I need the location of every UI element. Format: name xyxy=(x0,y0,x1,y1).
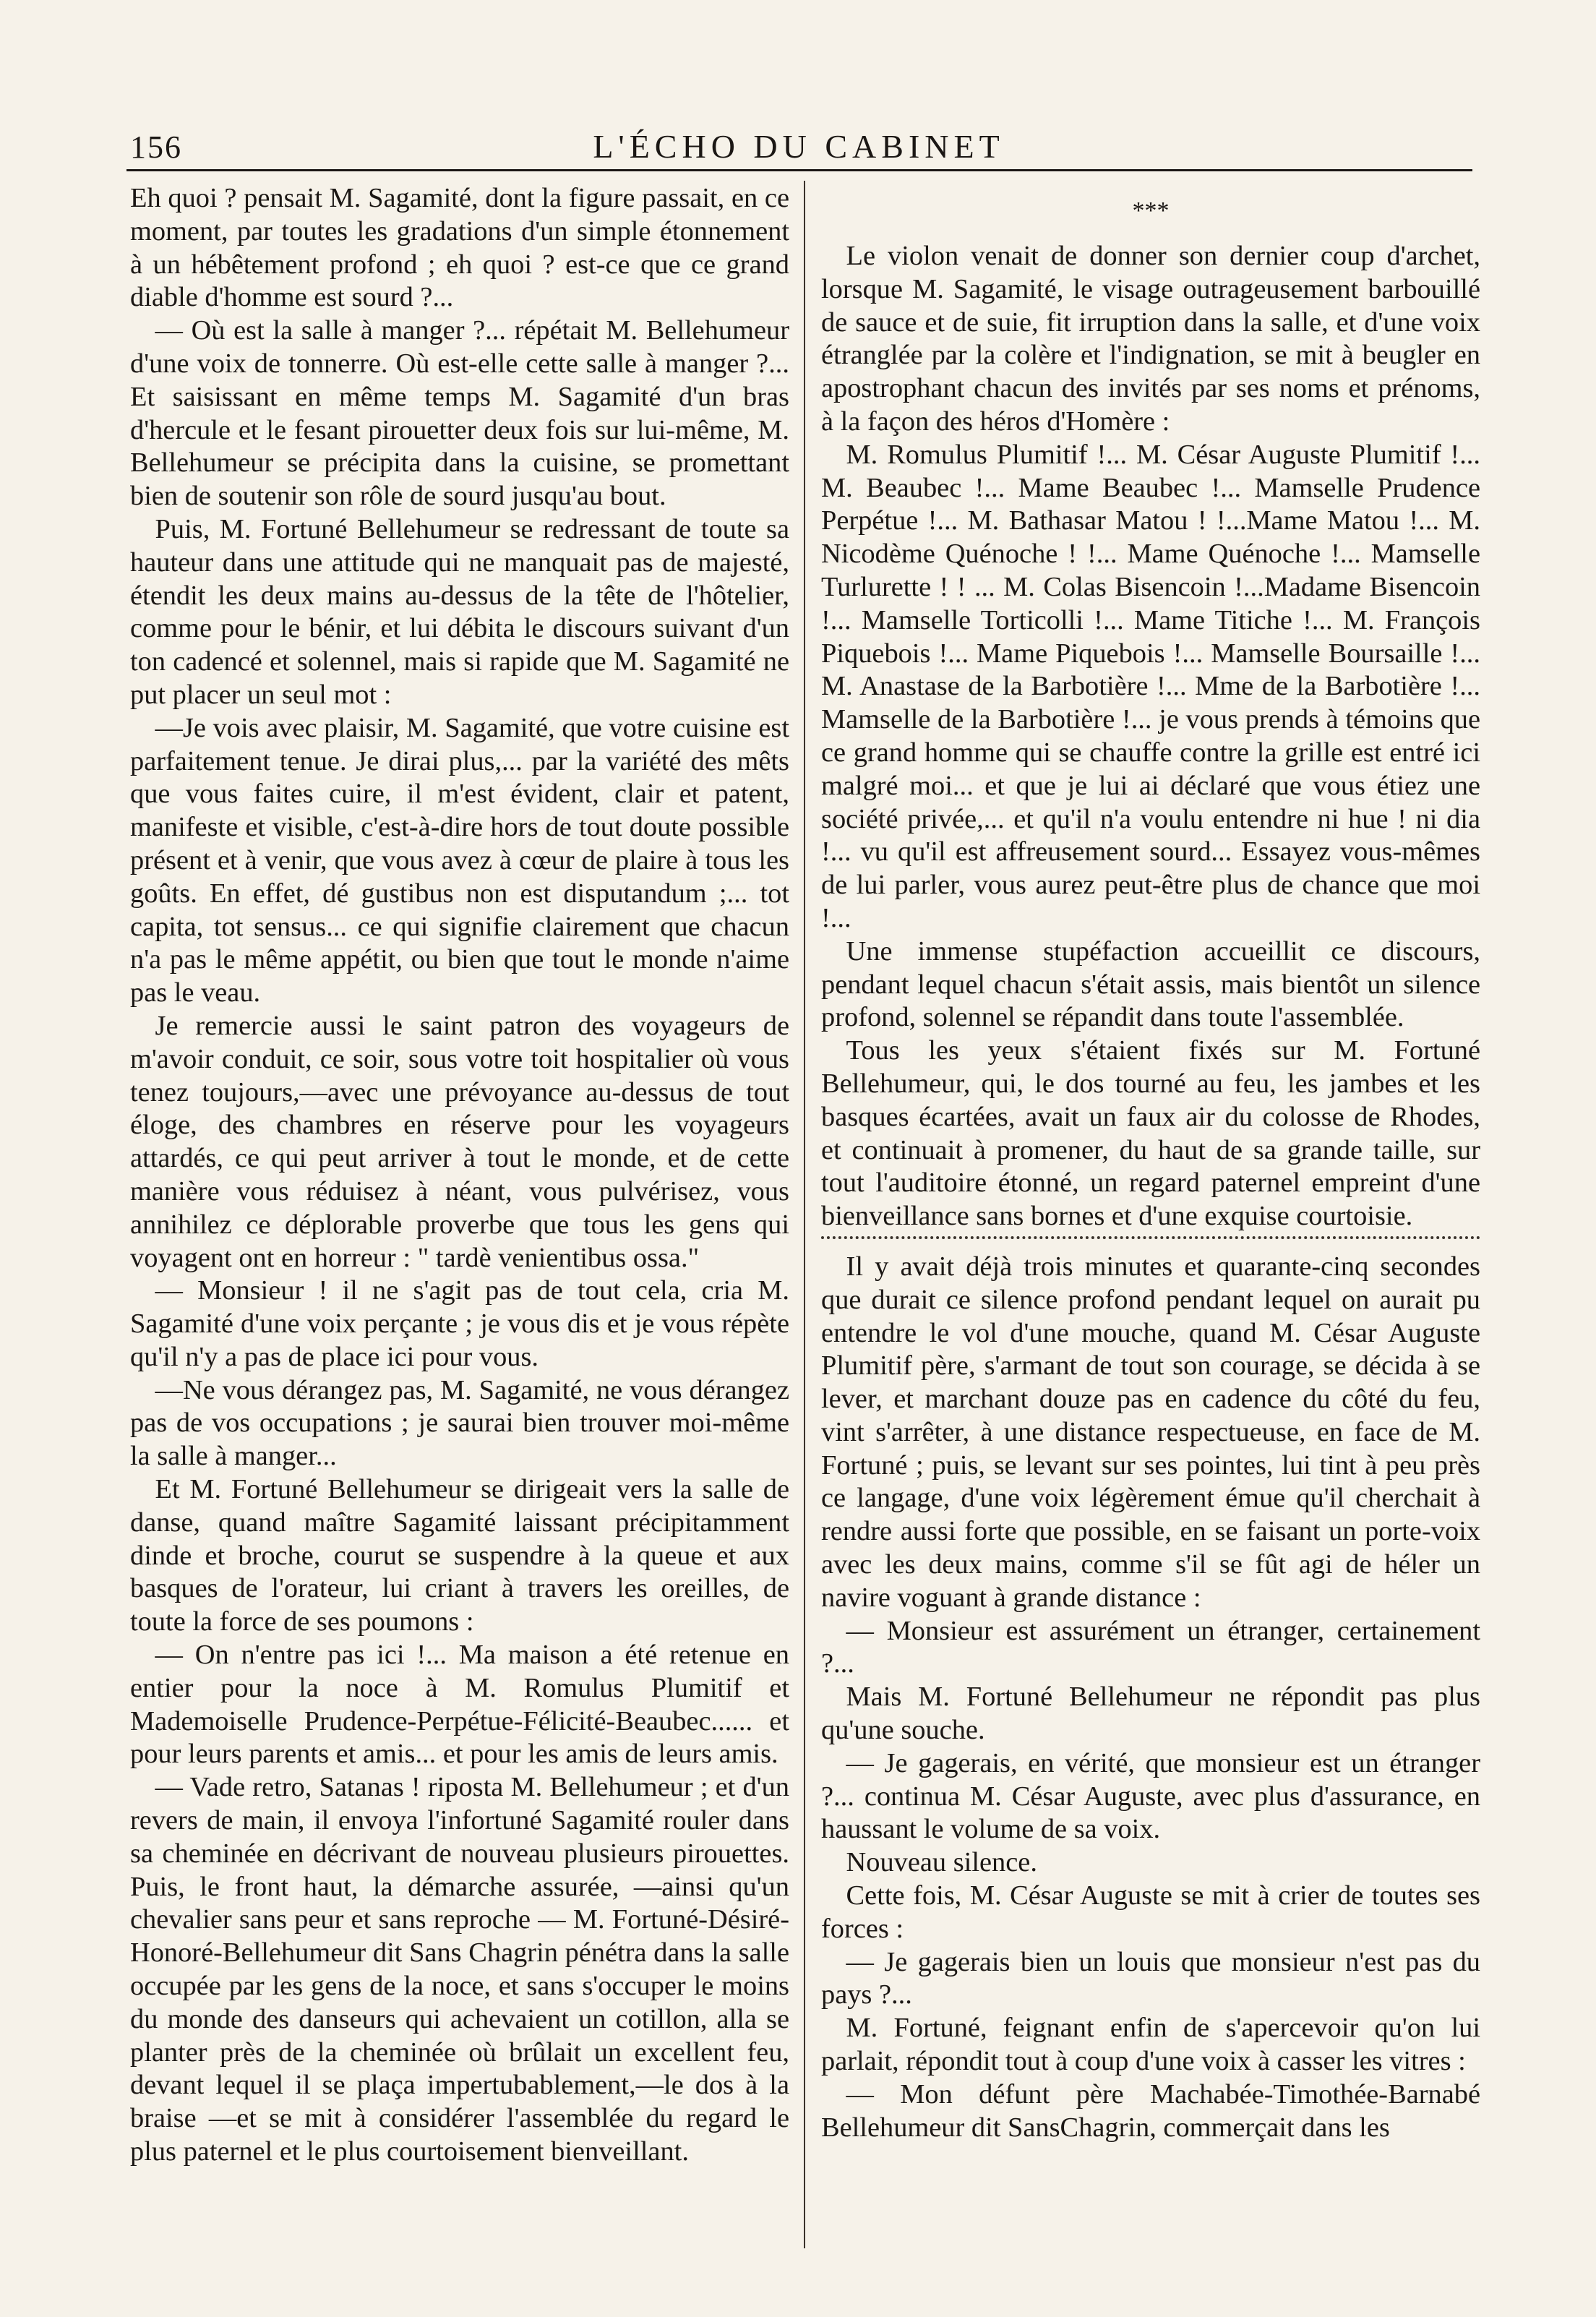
paragraph: Nouveau silence. xyxy=(846,1847,1037,1878)
paragraph: Le violon venait de donner son dernier coup d'archet, lorsque M. Sagamité, le visage outrageusement barbouillé de sauce et de suie, fit irruption dans la salle, et d'une voix étranglée par la colère et l'indignation, se mit à beugler en apostrophant chacun des invités par ses noms et prénoms, à la façon des héros d'Homère : xyxy=(821,241,1480,437)
paragraph: Il y avait déjà trois minutes et quarante-cinq secondes que durait ce silence profond pendant lequel on aurait pu entendre le vol d'une mouche, quand M. César Auguste Plumitif père, s'armant de tout son courage, se décida à se lever, et marchant douze pas en cadence du côté du feu, vint s'arrêter, à une distance respectueuse, en face de M. Fortuné ; puis, se levant sur ses pointes, lui tint à peu près ce langage, d'une voix légèrement émue qu'il cherchait à rendre aussi forte que possible, en se faisant un porte-voix avec les deux mains, comme s'il se fût agi de héler un navire voguant à grande distance : xyxy=(821,1251,1480,1613)
header-rule xyxy=(126,169,1472,171)
left-column xyxy=(130,182,789,2246)
paragraph: — On n'entre pas ici !... Ma maison a été retenue en entier pour la noce à M. Romulus Plumitif et Mademoiselle Prudence-Perpétue-Félicité-Beaubec...... et pour leurs parents et amis... et pour les amis de leurs amis. xyxy=(130,1640,789,1770)
paragraph: Et M. Fortuné Bellehumeur se dirigeait vers la salle de danse, quand maître Sagamité laissant précipitamment dinde et broche, courut se suspendre à la queue et aux basques de l'orateur, lui criant à travers les oreilles, de toute la force de ses poumons : xyxy=(130,1474,789,1637)
paragraph: —Je vois avec plaisir, M. Sagamité, que votre cuisine est parfaitement tenue. Je dirai plus,... par la variété des mêts que vous faites cuire, il m'est évident, clair et patent, manifeste et visible, c'est-à-dire hors de tout doute possible présent et à venir, que vous avez à cœur de plaire à tous les goûts. En effet, dé gustibus non est disputandum ;... tot capita, tot sensus... ce qui signifie clairement que chacun n'a pas le même appétit, ou bien que tout le monde n'aime pas le veau. xyxy=(130,712,789,1008)
right-column xyxy=(821,182,1480,2246)
column-divider xyxy=(804,181,805,2248)
paragraph: — Mon défunt père Machabée-Timothée-Barnabé Bellehumeur dit SansChagrin, commerçait dans les xyxy=(821,2078,1480,2143)
journal-title: L'ÉCHO DU CABINET xyxy=(593,128,1005,165)
paragraph: — Je gagerais, en vérité, que monsieur est un étranger ?... continua M. César Auguste, avec plus d'assurance, en haussant le volume de sa voix. xyxy=(821,1747,1480,1845)
paragraph: Puis, M. Fortuné Bellehumeur se redressant de toute sa hauteur dans une attitude qui ne manquait pas de majesté, étendit les deux mains au-dessus de la tête de l'hôtelier, comme pour le bénir, et lui débita le discours suivant d'un ton cadencé et solennel, mais si rapide que M. Sagamité ne put placer un seul mot : xyxy=(130,513,789,710)
running-head xyxy=(130,123,1467,166)
paragraph: Mais M. Fortuné Bellehumeur ne répondit pas plus qu'une souche. xyxy=(821,1682,1480,1746)
paragraph: Une immense stupéfaction accueillit ce discours, pendant lequel chacun s'était assis, mais bientôt un silence profond, solennel se répandit dans toute l'assemblée. xyxy=(821,935,1480,1033)
paragraph: — Je gagerais bien un louis que monsieur n'est pas du pays ?... xyxy=(821,1946,1480,2010)
paragraph: Cette fois, M. César Auguste se mit à crier de toutes ses forces : xyxy=(821,1880,1480,1944)
paragraph: Eh quoi ? pensait M. Sagamité, dont la figure passait, en ce moment, par toutes les gradations d'un simple étonnement à un hébêtement profond ; eh quoi ? est-ce que ce grand diable d'homme est sourd ?... xyxy=(130,183,789,313)
dotted-separator xyxy=(821,1236,1480,1246)
paragraph: — Où est la salle à manger ?... répétait M. Bellehumeur d'une voix de tonnerre. Où est-elle cette salle à manger ?... Et saisissant en même temps M. Sagamité d'un bras d'hercule et le fesant pirouetter deux fois sur lui-même, M. Bellehumeur se précipita dans la cuisine, se promettant bien de soutenir son rôle de sourd jusqu'au bout. xyxy=(130,315,789,512)
paragraph: M. Fortuné, feignant enfin de s'apercevoir qu'on lui parlait, répondit tout à coup d'une voix à casser les vitres : xyxy=(821,2013,1480,2077)
paragraph: Je remercie aussi le saint patron des voyageurs de m'avoir conduit, ce soir, sous votre toit hospitalier où vous tenez toujours,—avec une prévoyance au-dessus de tout éloge, des chambres en réserve pour les voyageurs attardés, ce qui peut arriver à tout le monde, et de cette manière vous réduisez à néant, vous pulvérisez, vous annihilez ce déplorable proverbe que tous les gens qui voyagent ont en horreur : " tardè venientibus ossa." xyxy=(130,1010,789,1273)
page-number: 156 xyxy=(130,129,182,165)
paragraph: — Vade retro, Satanas ! riposta M. Bellehumeur ; et d'un revers de main, il envoya l'infortuné Sagamité rouler dans sa cheminée en décrivant de nouveau plusieurs pirouettes. Puis, le front haut, la démarche assurée, —ainsi qu'un chevalier sans peur et sans reproche — M. Fortuné-Désiré-Honoré-Bellehumeur dit Sans Chagrin pénétra dans la salle occupée par les gens de la noce, et sans s'occuper le moins du monde des danseurs qui achevaient un cotillon, alla se planter près de la cheminée où brûlait un excellent feu, devant lequel il se plaça impertubablement,—le dos à la braise —et se mit à considérer l'assemblée du regard le plus paternel et le plus courtoisement bienveillant. xyxy=(130,1772,789,2167)
paragraph: —Ne vous dérangez pas, M. Sagamité, ne vous dérangez pas de vos occupations ; je saurai bien trouver moi-même la salle à manger... xyxy=(130,1374,789,1472)
paragraph: — Monsieur est assurément un étranger, certainement ?... xyxy=(821,1615,1480,1679)
paragraph: — Monsieur ! il ne s'agit pas de tout cela, cria M. Sagamité d'une voix perçante ; je vous dis et je vous répète qu'il n'y a pas de place ici pour vous. xyxy=(130,1275,789,1372)
paragraph: Tous les yeux s'étaient fixés sur M. Fortuné Bellehumeur, qui, le dos tourné au feu, les jambes et les basques écartées, avait un faux air du colosse de Rhodes, et continuait à promener, du haut de sa grande taille, sur tout l'auditoire étonné, un regard paternel empreint d'une bienveillance sans bornes et d'une exquise courtoisie. xyxy=(821,1035,1480,1232)
section-asterism: *** xyxy=(1132,197,1170,224)
paragraph: M. Romulus Plumitif !... M. César Auguste Plumitif !... M. Beaubec !... Mame Beaubec !... Mamselle Prudence Perpétue !... M. Bathasar Matou ! !...Mame Matou !... M. Nicodème Quénoche ! !... Mame Quénoche !... Mamselle Turlurette ! ! ... M. Colas Bisencoin !...Madame Bisencoin !... Mamselle Torticolli !... Mame Titiche !... M. François Piquebois !... Mame Piquebois !... Mamselle Boursaille !... M. Anastase de la Barbotière !... Mme de la Barbotière !... Mamselle de la Barbotière !... je vous prends à témoins que ce grand homme qui se chauffe contre la grille est entré ici malgré moi... et que je lui ai déclaré que vous étiez une société privée,... et qu'il n'a voulu entendre ni hue ! ni dia !... vu qu'il est affreusement sourd... Essayez vous-mêmes de lui parler, vous aurez peut-être plus de chance que moi !... xyxy=(821,439,1480,933)
